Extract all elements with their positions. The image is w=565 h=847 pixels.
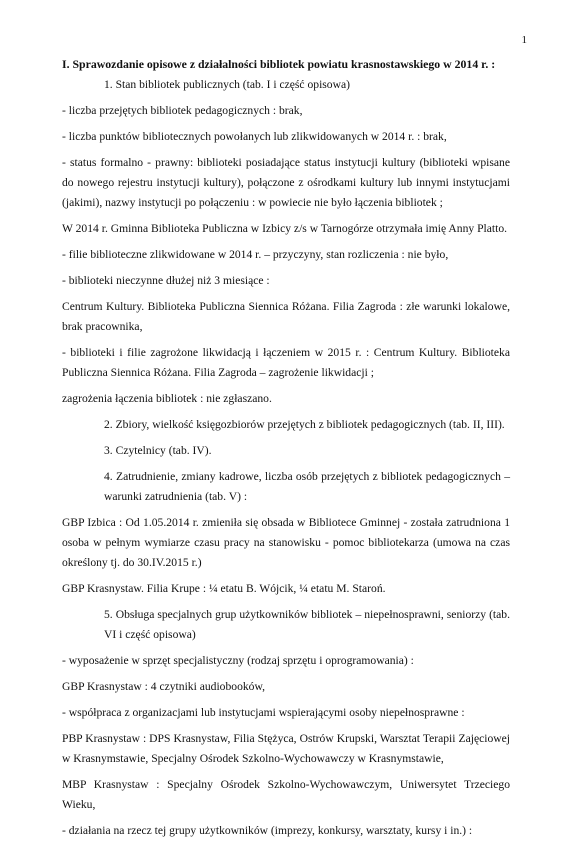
paragraph: - współpraca z organizacjami lub instytucjami wspierającymi osoby niepełnosprawne :: [62, 706, 465, 719]
section-heading: I. Sprawozdanie opisowe z działalności bibliotek powiatu krasnostawskiego w 2014 r. :: [62, 57, 496, 71]
paragraph: 4. Zatrudnienie, zmiany kadrowe, liczba osób przejętych z bibliotek pedagogicznych – warunki zatrudnienia (tab. V) :: [104, 470, 510, 503]
paragraph-list: [62, 75, 510, 841]
paragraph: - działania na rzecz tej grupy użytkowników (imprezy, konkursy, warsztaty, kursy i in.) :: [62, 824, 473, 837]
paragraph: - biblioteki i filie zagrożone likwidacją i łączeniem w 2015 r. : Centrum Kultury. Biblioteka Publiczna Siennica Różana. Filia Zagroda – zagrożenie likwidacji ;: [62, 346, 510, 379]
paragraph: - wyposażenie w sprzęt specjalistyczny (rodzaj sprzętu i oprogramowania) :: [62, 654, 414, 667]
document-body: [62, 56, 510, 847]
paragraph: - liczba punktów bibliotecznych powołanych lub zlikwidowanych w 2014 r. : brak,: [62, 130, 447, 143]
paragraph: MBP Krasnystaw : Specjalny Ośrodek Szkolno-Wychowawczym, Uniwersytet Trzeciego Wieku,: [62, 778, 510, 811]
paragraph: GBP Krasnystaw. Filia Krupe : ¼ etatu B. Wójcik, ¼ etatu M. Staroń.: [62, 582, 386, 595]
paragraph: 5. Obsługa specjalnych grup użytkowników bibliotek – niepełnosprawni, seniorzy (tab. VI i część opisowa): [104, 608, 510, 641]
paragraph: - filie biblioteczne zlikwidowane w 2014 r. – przyczyny, stan rozliczenia : nie było,: [62, 248, 449, 261]
paragraph: GBP Krasnystaw : 4 czytniki audiobooków,: [62, 680, 265, 693]
paragraph: Centrum Kultury. Biblioteka Publiczna Siennica Różana. Filia Zagroda : złe warunki lokalowe, brak pracownika,: [62, 300, 510, 333]
paragraph: 1. Stan bibliotek publicznych (tab. I i część opisowa): [104, 78, 350, 91]
paragraph: 2. Zbiory, wielkość księgozbiorów przejętych z bibliotek pedagogicznych (tab. II, III).: [104, 418, 505, 431]
paragraph: zagrożenia łączenia bibliotek : nie zgłaszano.: [62, 392, 272, 405]
paragraph: W 2014 r. Gminna Biblioteka Publiczna w Izbicy z/s w Tarnogórze otrzymała imię Anny Platto.: [62, 222, 508, 235]
paragraph: PBP Krasnystaw : DPS Krasnystaw, Filia Stężyca, Ostrów Krupski, Warsztat Terapii Zajęciowej w Krasnymstawie, Specjalny Ośrodek Szkolno-Wychowawczy w Krasnymstawie,: [62, 732, 510, 765]
paragraph: - biblioteki nieczynne dłużej niż 3 miesiące :: [62, 274, 270, 287]
paragraph: - status formalno - prawny: biblioteki posiadające status instytucji kultury (biblioteki wpisane do nowego rejestru instytucji kultury), połączone z ośrodkami kultury lub innymi instytucjami (jakimi), nazwy instytucji po połączeniu : w powiecie nie było łączenia bibliotek ;: [62, 156, 510, 209]
paragraph: - liczba przejętych bibliotek pedagogicznych : brak,: [62, 104, 303, 117]
page-number: 1: [521, 34, 527, 46]
paragraph: 3. Czytelnicy (tab. IV).: [104, 444, 212, 457]
paragraph: GBP Izbica : Od 1.05.2014 r. zmieniła się obsada w Bibliotece Gminnej - została zatrudniona 1 osoba w pełnym wymiarze czasu pracy na stanowisku - pomoc bibliotekarza (umowa na czas określony tj. do 30.IV.2015 r.): [62, 516, 510, 569]
